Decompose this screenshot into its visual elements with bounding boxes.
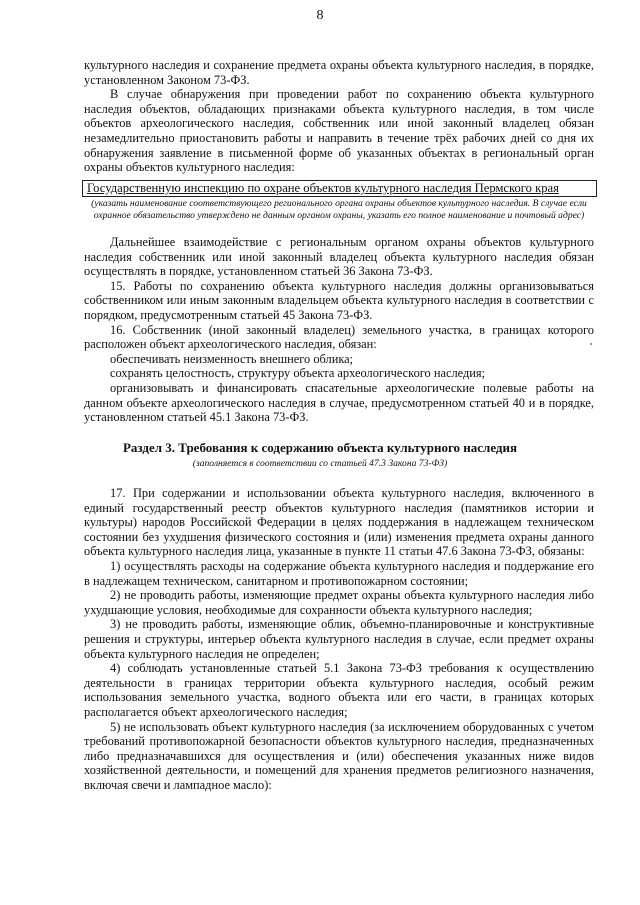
middle-text (84, 235, 594, 425)
paragraph: 17. При содержании и использовании объекта культурного наследия, включенного в единый государственный реестр объектов культурного наследия (памятников истории и культуры) народов Российской Федерации в целях поддержания в надлежащем техническом состоянии без ухудшения физического состояния и (или) изменения предмета охраны данного объекта культурного наследия лица, указанные в пункте 11 статьи 47.6 Закона 73-ФЗ, обязаны: (84, 486, 594, 559)
list-item: 1) осуществлять расходы на содержание объекта культурного наследия и поддержание его в надлежащем техническом, санитарном и противопожарном состоянии; (84, 558, 594, 588)
list-item: 5) не использовать объект культурного наследия (за исключением оборудованных с учетом требований противопожарной безопасности объектов культурного наследия, предназначенных либо предназначавшихся для осуществления и (или) обеспечения указанных ниже видов хозяйственной деятельности, и помещений для хранения предметов религиозного назначения, включая свечи и лампадное масло): (84, 719, 594, 792)
paragraph: культурного наследия и сохранение предмета охраны объекта культурного наследия, в порядке, установленном Законом 73-ФЗ. (84, 58, 594, 87)
paragraph: В случае обнаружения при проведении работ по сохранению объекта культурного наследия объектов, обладающих признаками объекта культурного наследия, в том числе объектов археологического наследия, собственник или иной законный владелец обязан незамедлительно приостановить работы и направить в течение трёх рабочих дней со дня их обнаружения заявление в письменной форме об указанных объектах в региональный орган охраны объектов культурного наследия: (84, 87, 594, 175)
paragraph: Дальнейшее взаимодействие с региональным органом охраны объектов культурного наследия собственник или иной законный владелец объекта культурного наследия обязан осуществлять в порядке, установленном статьей 36 Закона 73-ФЗ. (84, 235, 594, 279)
section-text (84, 486, 594, 792)
authority-instruction-note: (указать наименование соответствующего регионального органа охраны объектов культурного наследия. В случае если охранное обязательство утверждено не данным органом охраны, указать его полное наименование и почтовый адрес) (91, 198, 587, 222)
list-item: 2) не проводить работы, изменяющие предмет охраны объекта культурного наследия либо ухудшающие условия, необходимые для сохранности объекта культурного наследия; (84, 588, 594, 617)
paragraph: 16. Собственник (иной законный владелец) земельного участка, в границах которого расположен объект археологического наследия, обязан: (84, 322, 594, 352)
paragraph: 15. Работы по сохранению объекта культурного наследия должны организовываться собственником или иным законным владельцем объекта культурного наследия в соответствии с порядком, предусмотренным статьей 45 Закона 73-ФЗ. (84, 278, 594, 322)
list-item: обеспечивать неизменность внешнего облика; (110, 351, 354, 366)
top-text (84, 58, 594, 175)
section-title: Раздел 3. Требования к содержанию объекта культурного наследия (122, 440, 518, 455)
list-item: 4) соблюдать установленные статьей 5.1 Закона 73-ФЗ требования к осуществлению деятельности в границах территории объекта культурного наследия, особый режим использования земельного участка, водного объекта или его части, в границах которых располагается объект археологического наследия; (84, 661, 594, 719)
scan-speck (590, 343, 592, 345)
section-note: (заполняется в соответствии со статьей 47.3 Закона 73-ФЗ) (192, 458, 448, 469)
page-number: 8 (316, 8, 324, 23)
list-item: 3) не проводить работы, изменяющие облик, объемно-планировочные и конструктивные решения и структуры, интерьер объекта культурного наследия в случае, если предмет охраны объекта культурного наследия не определен; (84, 617, 594, 661)
authority-name-field: Государственную инспекцию по охране объектов культурного наследия Пермского края (82, 180, 597, 197)
list-item: организовывать и финансировать спасательные археологические полевые работы на данном объекте археологического наследия в случае, предусмотренном статьей 40 и в порядке, установленном статьей 45.1 Закона 73-ФЗ. (84, 380, 594, 425)
list-item: сохранять целостность, структуру объекта археологического наследия; (110, 366, 486, 381)
